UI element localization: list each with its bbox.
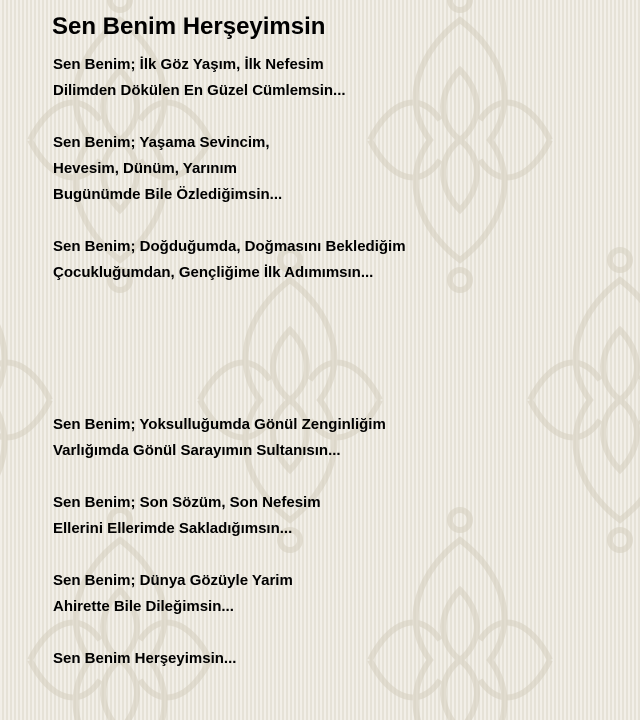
poem-line: Varlığımda Gönül Sarayımın Sultanısın... bbox=[53, 442, 341, 459]
poem-line: Sen Benim; Doğduğumda, Doğmasını Beklediğim bbox=[53, 238, 406, 255]
poem-line: Sen Benim; Yaşama Sevincim, bbox=[53, 134, 270, 151]
poem-line: Sen Benim; Son Sözüm, Son Nefesim bbox=[53, 494, 321, 511]
poem-line: Sen Benim; Dünya Gözüyle Yarim bbox=[53, 572, 293, 589]
poem-line: Ellerini Ellerimde Sakladığımsın... bbox=[53, 520, 293, 537]
poem-line: Dilimden Dökülen En Güzel Cümlemsin... bbox=[53, 82, 346, 99]
poem-line: Çocukluğumdan, Gençliğime İlk Adımımsın... bbox=[53, 264, 374, 281]
poem-line: Sen Benim; İlk Göz Yaşım, İlk Nefesim bbox=[53, 56, 324, 73]
poem-line: Sen Benim; Yoksulluğumda Gönül Zenginliğim bbox=[53, 416, 386, 433]
poem-title: Sen Benim Herşeyimsin bbox=[52, 13, 326, 40]
poem-line: Hevesim, Dünüm, Yarınım bbox=[53, 160, 237, 177]
poem-line: Sen Benim Herşeyimsin... bbox=[53, 650, 237, 667]
poem-line: Ahirette Bile Dileğimsin... bbox=[53, 598, 234, 615]
poem-line: Bugünümde Bile Özlediğimsin... bbox=[53, 186, 283, 203]
